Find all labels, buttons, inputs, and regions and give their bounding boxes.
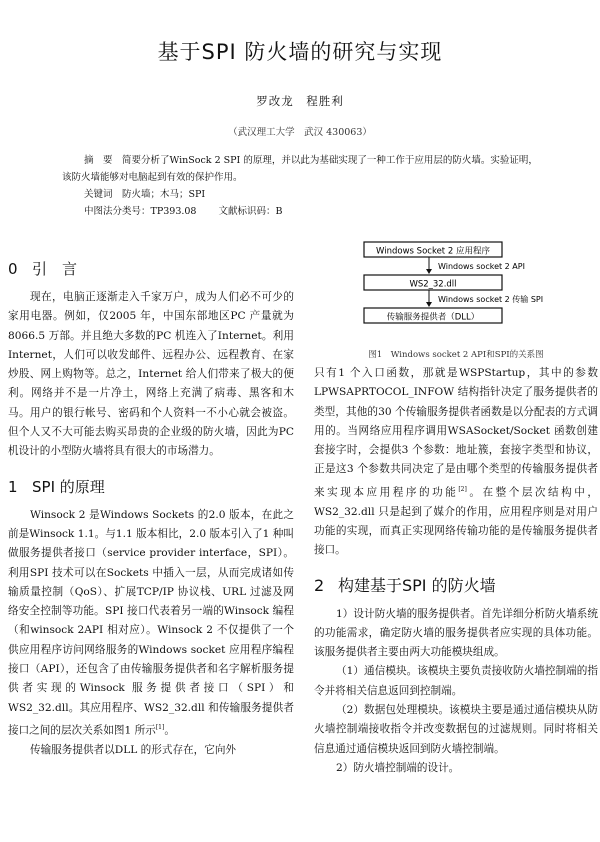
paper-title: 基于SPI 防火墙的研究与实现 <box>157 40 443 64</box>
section-2-heading <box>314 567 598 605</box>
spi-paragraph-2: 传输服务提供者以DLL 的形式存在，它向外 <box>30 743 237 756</box>
spi-label: Windows socket 2 传输 SPI <box>438 295 544 304</box>
abstract-block <box>62 152 542 220</box>
section-2-para-2: （1）通信模块。该模块主要负责接收防火墙控制端的指令并将相关信息返回到控制端。 <box>314 665 598 697</box>
keywords: 关键词 防火墙；木马；SPI <box>84 189 206 200</box>
section-title: 构建基于SPI 的防火墙 <box>338 575 496 595</box>
left-column <box>8 250 294 760</box>
citation-2: [2] <box>458 485 467 493</box>
ws2-box-label: WS2_32.dll <box>409 279 457 290</box>
section-title: SPI 的原理 <box>32 477 105 496</box>
spi-paragraph <box>8 506 294 741</box>
section-2-para-1: 1）设计防火墙的服务提供者。首先详细分析防火墙系统的功能需求，确定防火墙的服务提供者应实现的具体功能。该服务提供者主要由两大功能模块组成。 <box>314 607 598 659</box>
section-1-heading <box>8 468 294 506</box>
section-number: 2 <box>314 575 325 595</box>
section-number: 1 <box>8 477 18 496</box>
spi-continued-text: 只有1 个入口函数，那就是WSPStartup，其中的参数LPWSAPRTOCOL_INFOW 结构指针决定了服务提供者的类型，其他的30 个传输服务提供者函数是以分配表的方式调用的。当网络应用程序调用WSASocket/Socket 函数创建套接字时，会提供3 个参数：地址簇，套接字类型和协议，正是这3 个参数共同决定了是由哪个类型的传输服务提供者来实现本应用程序的功能 <box>314 367 598 499</box>
section-2-para-4: 2）防火墙控制端的设计。 <box>336 761 460 774</box>
right-column <box>314 238 598 778</box>
figure-1-caption: 图1 Windows socket 2 API和SPI的关系图 <box>368 350 544 360</box>
api-label: Windows socket 2 API <box>438 262 525 271</box>
figure-1-diagram <box>314 238 598 346</box>
intro-paragraph: 现在，电脑正逐渐走入千家万户，成为人们必不可少的家用电器。例如，仅2005 年，中国东部地区PC 产量就为8066.5 万部。并且绝大多数的PC 机连入了Internet。利用Internet，人们可以收发邮件、远程办公、远程教育、在家炒股、网上购物等。总之，Internet 给人们带来了极大的便利。网络并不是一片净土，网络上充满了病毒、黑客和木马。用户的银行帐号、密码和个人资料一不小心就会被盗。但个人又不大可能去购买昂贵的企业级的防火墙，因此为PC 机设计的小型防火墙将具有很大的市场潜力。 <box>8 291 294 458</box>
spi-paragraph-end: 。 <box>164 724 175 737</box>
classification-line <box>62 203 542 220</box>
figure-1 <box>314 238 598 346</box>
class-number: 中图法分类号：TP393.08 <box>84 206 197 217</box>
abstract-text: 摘 要 简要分析了WinSock 2 SPI 的原理，并以此为基础实现了一种工作于应用层的防火墙。实验证明，该防火墙能够对电脑起到有效的保护作用。 <box>62 155 538 183</box>
section-number: 0 <box>8 260 18 278</box>
arrowhead-spi <box>426 302 432 307</box>
spi-continued-paragraph <box>314 364 598 561</box>
section-0-heading <box>8 250 294 288</box>
authors: 罗改龙 程胜利 <box>256 94 344 108</box>
citation-1: [1] <box>155 723 165 731</box>
app-box-label: Windows Socket 2 应用程序 <box>376 246 490 257</box>
doc-code: 文献标识码：B <box>218 206 283 217</box>
section-title: 引 言 <box>32 260 78 278</box>
affiliation: （武汉理工大学 武汉 430063） <box>228 127 372 138</box>
arrowhead-api <box>426 269 432 274</box>
spi-paragraph-text: Winsock 2 是Windows Sockets 的2.0 版本，在此之前是Winsock 1.1。与1.1 版本相比，2.0 版本引入了1 种叫做服务提供者接口（service provider interface，SPI）。利用SPI 技术可以在Sockets 中插入一层，从而完成诸如传输质量控制（QoS）、扩展TCP/IP 协议栈、URL 过滤及网络安全控制等功能。SPI 接口代表着另一端的Winsock 编程（和winsock 2API 相对应）。Winsock 2 不仅提供了一个供应用程序访问网络服务的Windows socket 应用程序编程接口（API），还包含了由传输服务提供者和名字解析服务提供者实现的Winsock 服务提供者接口（SPI）和WS2_32.dll。其应用程序、WS2_32.dll 和传输服务提供者接口之间的层次关系如图1 所示 <box>8 508 294 737</box>
provider-box-label: 传输服务提供者（DLL） <box>386 312 480 323</box>
section-2-para-3: （2）数据包处理模块。该模块主要是通过通信模块从防火墙控制端接收指令并改变数据包的过滤规则。同时将相关信息通过通信模块返回到防火墙控制端。 <box>314 703 598 755</box>
spi-continued-text-b: 。在整个层次结构中，WS2_32.dll 只是起到了媒介的作用，应用程序则是对用户功能的实现，而真正实现网络传输功能的是传输服务提供者接口。 <box>314 486 599 557</box>
